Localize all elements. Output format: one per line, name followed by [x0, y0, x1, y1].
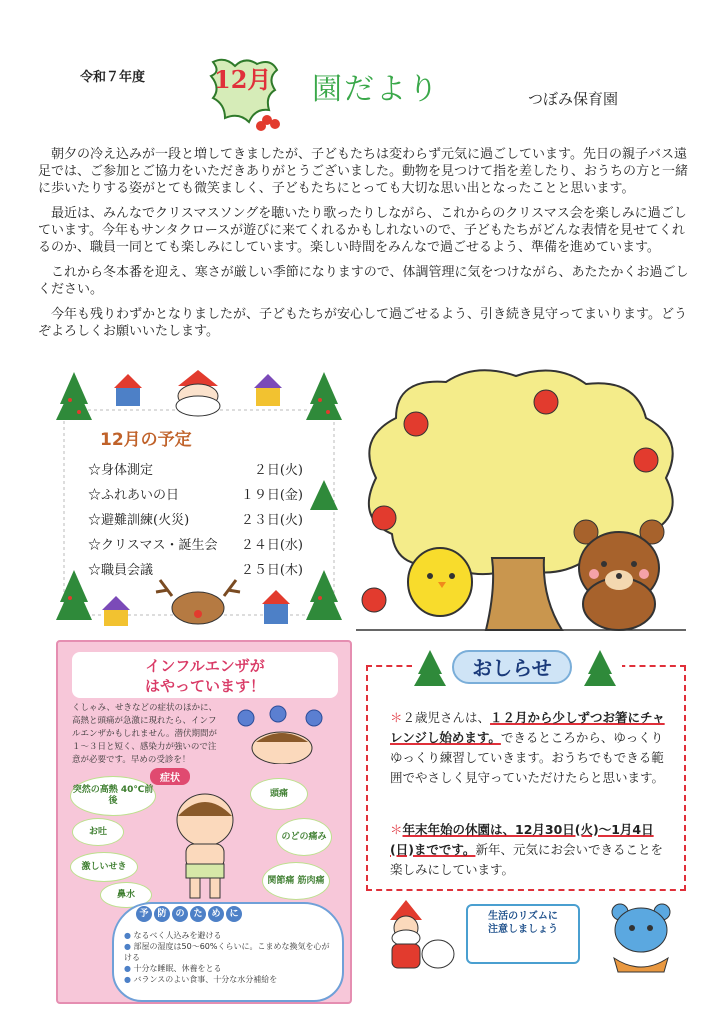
prevention-list [124, 930, 334, 985]
prevention-title-char: に [226, 906, 242, 922]
flu-headline-line: はやっています！ [144, 677, 265, 695]
rhythm-line: 生活のリズムに [488, 911, 558, 922]
flu-headline [72, 652, 338, 698]
symptom-label: 症状 [150, 768, 190, 785]
prevention-item: ● 十分な睡眠、休養をとる [124, 963, 334, 974]
schedule-item [88, 456, 303, 481]
schedule-date: ２５日(木) [240, 563, 303, 578]
asterisk-icon: ＊ [390, 822, 403, 837]
virus-icon [226, 704, 346, 768]
symptom-bubble: 頭痛 [250, 778, 308, 810]
school-name: つぼみ保育園 [528, 90, 619, 108]
apple-tree-illustration [356, 368, 686, 632]
schedule-label: ☆避難訓練(火災) [88, 513, 190, 528]
schedule-list [88, 456, 303, 581]
symptom-bubble: お吐 [72, 818, 124, 846]
schedule-item [88, 556, 303, 581]
schedule-label: ☆職員会議 [88, 563, 154, 578]
prevention-title-char: た [190, 906, 206, 922]
notice-item-chopsticks [390, 708, 670, 788]
symptom-bubble: 突然の高熱 40℃前後 [70, 776, 156, 816]
prevention-item: ● なるべく人込みを避ける [124, 930, 334, 941]
prevention-title [136, 906, 244, 922]
fiscal-year: 令和７年度 [80, 70, 146, 85]
rhythm-card [466, 904, 580, 964]
prevention-title-char: の [172, 906, 188, 922]
prevention-title-char: 予 [136, 906, 152, 922]
notice-item2-rest: 新年、元気にお会いできることを楽しみにしています。 [390, 842, 663, 877]
notice-item1-lead: ２歳児さんは、 [402, 710, 491, 725]
schedule-item [88, 506, 303, 531]
intro-paragraph: 今年も残りわずかとなりましたが、子どもたちが安心して過ごせるよう、引き続き見守ってまいります。どうぞよろしくお願いいたします。 [38, 307, 687, 339]
notice-item-holiday [390, 820, 670, 880]
month-badge: 12月 [214, 65, 272, 94]
schedule-item [88, 481, 303, 506]
rhythm-line: 注意しましょう [488, 924, 558, 935]
intro-paragraph: これから冬本番を迎え、寒さが厳しい季節になりますので、体調管理に気をつけながら、あたたかくお過ごしください。 [38, 265, 689, 297]
prevention-title-char: 防 [154, 906, 170, 922]
schedule-date: ２日(火) [253, 463, 303, 478]
schedule-title: 12月の予定 [100, 430, 192, 450]
asterisk-icon: ＊ [390, 710, 403, 725]
notice-title: おしらせ [452, 650, 572, 684]
schedule-label: ☆ふれあいの日 [88, 488, 180, 503]
newsletter-title: 園だより [312, 72, 440, 107]
prevention-item: ● 部屋の湿度は50〜60%くらいに。こまめな換気を心がける [124, 941, 334, 963]
flu-headline-line: インフルエンザが [145, 657, 265, 675]
notice-item1-emph: １２月から少しずつお箸にチャレンジし始めます。 [390, 710, 665, 745]
child-figure-icon [160, 790, 250, 904]
intro-paragraph: 最近は、みんなでクリスマスソングを聴いたり歌ったりしながら、これからのクリスマス会を楽しみに過ごしています。今年もサンタクロースが遊びに来てくれるかもしれないので、子どもたちがどんな表情を見せてくれるのか、職員一同とても楽しみにしています。楽しい時間をみんなで過ごせるよう、準備を進めています。 [38, 206, 687, 255]
schedule-date: ２４日(水) [240, 538, 303, 553]
schedule-label: ☆クリスマス・誕生会 [88, 538, 218, 553]
symptom-bubble: 鼻水 [100, 882, 152, 908]
schedule-item [88, 531, 303, 556]
notice-item2-emph: 年末年始の休園は、12月30日(火)〜1月4日(日)までです。 [390, 822, 654, 857]
intro-text [38, 146, 690, 348]
intro-paragraph: 朝夕の冷え込みが一段と増してきましたが、子どもたちは変わらず元気に過ごしています。先日の親子バス遠足では、ご参加とご協力をいただきありがとうございました。動物を見つけて指を差したり、おうちの方と一緒に歩いたりする姿がとても微笑ましく、子どもたちにとっても大切な思い出となったことと思います。 [38, 147, 689, 196]
schedule-label: ☆身体測定 [88, 463, 154, 478]
symptom-bubble: 激しいせき [70, 852, 138, 882]
schedule-date: １９日(金) [240, 488, 303, 503]
flu-description: くしゃみ、せきなどの症状のほかに、高熱と頭痛が急激に現れたら、インフルエンザかもしれません。潜伏期間が１〜３日と短く、感染力が強いので注意が必要です。早めの受診を！ [72, 703, 218, 765]
santa-illustration [376, 898, 456, 976]
prevention-title-char: め [208, 906, 224, 922]
symptom-bubble: 関節痛 筋肉痛 [262, 862, 330, 900]
symptom-bubble: のどの痛み [276, 818, 332, 856]
schedule-date: ２３日(火) [240, 513, 303, 528]
prevention-item: ● バランスのよい食事、十分な水分補給を [124, 974, 334, 985]
notice-item1-rest: できるところから、ゆっくりゆっくり練習していきます。おうちでもできる範囲でやさしく見守っていただけたらと思います。 [390, 730, 665, 785]
bear-eating-illustration [606, 902, 676, 978]
